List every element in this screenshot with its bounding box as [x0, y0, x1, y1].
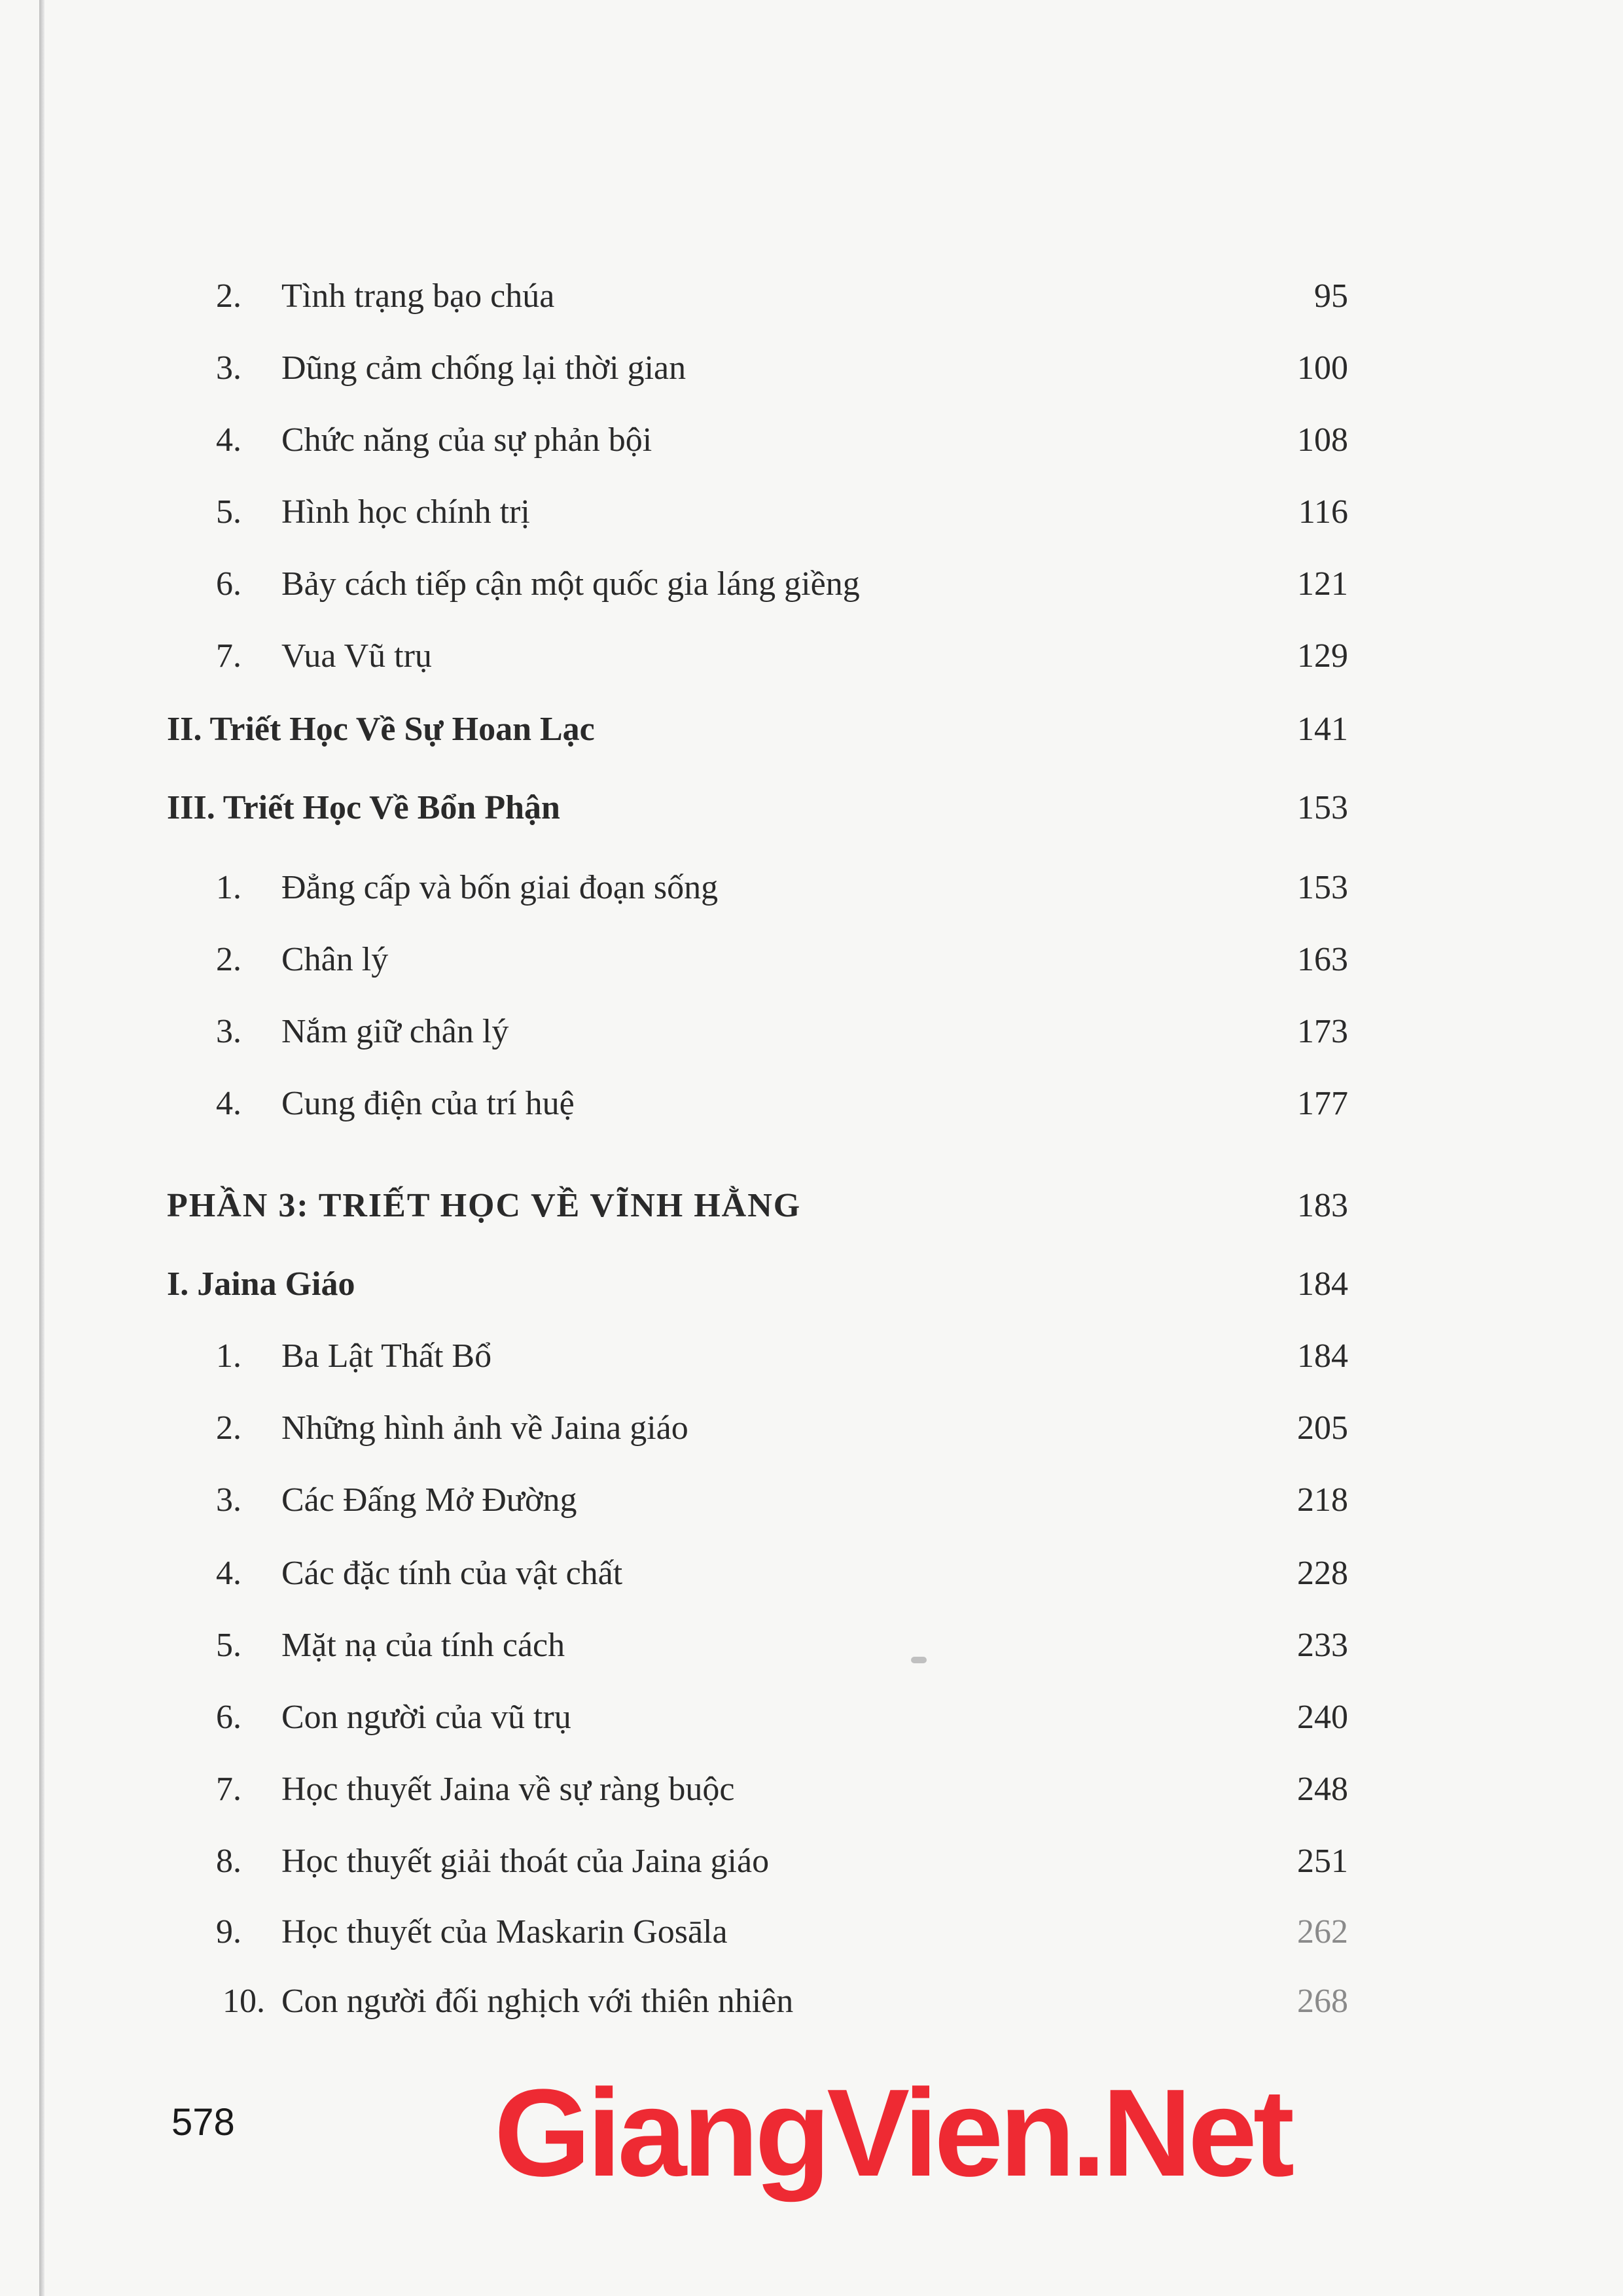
toc-entry-title: Mặt nạ của tính cách	[281, 1627, 565, 1664]
toc-entry-page: 121	[1297, 565, 1348, 603]
toc-section-page: 141	[1297, 711, 1348, 748]
toc-entry-page: 251	[1297, 1843, 1348, 1880]
toc-section-title: II. Triết Học Về Sự Hoan Lạc	[167, 711, 595, 748]
toc-entry-page: 177	[1297, 1085, 1348, 1122]
watermark-logo: GiangVien.Net	[494, 2064, 1291, 2202]
toc-entry-page: 95	[1314, 277, 1348, 315]
toc-entry-title: Đẳng cấp và bốn giai đoạn sống	[281, 869, 719, 906]
toc-entry-number: 2.	[216, 277, 241, 315]
toc-entry-number: 5.	[216, 493, 241, 531]
toc-entry-title: Ba Lật Thất Bổ	[281, 1337, 492, 1375]
toc-entry-number: 8.	[216, 1843, 241, 1880]
toc-entry	[0, 1320, 1623, 1392]
toc-entry	[0, 1896, 1623, 1968]
toc-entry-number: 2.	[216, 1409, 241, 1447]
toc-entry-number: 4.	[216, 421, 241, 459]
toc-entry-number: 5.	[216, 1627, 241, 1664]
toc-entry-page: 116	[1298, 493, 1348, 531]
toc-entry-page: 163	[1297, 941, 1348, 978]
toc-entry-page: 184	[1297, 1337, 1348, 1375]
toc-entry-title: Vua Vũ trụ	[281, 637, 432, 675]
toc-entry-page: 100	[1297, 349, 1348, 387]
toc-entry-title: Nắm giữ chân lý	[281, 1013, 509, 1050]
toc-entry-number: 3.	[216, 1481, 241, 1519]
toc-entry-page: 268	[1297, 1983, 1348, 2020]
toc-entry	[0, 1826, 1623, 1898]
toc-entry	[0, 548, 1623, 620]
toc-entry	[0, 260, 1623, 332]
toc-entry	[0, 332, 1623, 404]
toc-entry-number: 6.	[216, 1699, 241, 1736]
toc-entry-page: 248	[1297, 1771, 1348, 1808]
toc-entry-number: 7.	[216, 637, 241, 675]
toc-entry	[0, 1392, 1623, 1464]
toc-entry-title: Học thuyết của Maskarin Gosāla	[281, 1913, 728, 1951]
toc-entry-page: 153	[1297, 869, 1348, 906]
toc-entry-title: Những hình ảnh về Jaina giáo	[281, 1409, 688, 1447]
scan-speck	[911, 1657, 927, 1663]
toc-entry-title: Con người của vũ trụ	[281, 1699, 571, 1736]
toc-entry	[0, 852, 1623, 924]
toc-section-title: III. Triết Học Về Bổn Phận	[167, 789, 560, 826]
toc-entry-number: 1.	[216, 1337, 241, 1375]
toc-entry-title: Bảy cách tiếp cận một quốc gia láng giềng	[281, 565, 860, 603]
toc-part-title: PHẦN 3: TRIẾT HỌC VỀ VĨNH HẰNG	[167, 1187, 802, 1224]
toc-entry	[0, 1966, 1623, 2038]
toc-entry-page: 129	[1297, 637, 1348, 675]
toc-section-page: 153	[1297, 789, 1348, 826]
toc-entry	[0, 476, 1623, 548]
toc-entry	[0, 924, 1623, 996]
toc-entry-title: Các Đấng Mở Đường	[281, 1481, 577, 1519]
toc-entry-title: Cung điện của trí huệ	[281, 1085, 575, 1122]
toc-entry-page: 173	[1297, 1013, 1348, 1050]
toc-entry-number: 7.	[216, 1771, 241, 1808]
toc-entry-number: 10.	[223, 1983, 265, 2020]
toc-entry-number: 4.	[216, 1085, 241, 1122]
toc-entry-title: Dũng cảm chống lại thời gian	[281, 349, 687, 387]
toc-entry	[0, 1538, 1623, 1610]
toc-entry	[0, 1754, 1623, 1826]
toc-entry-number: 4.	[216, 1555, 241, 1592]
toc-entry-title: Học thuyết Jaina về sự ràng buộc	[281, 1771, 735, 1808]
toc-entry-page: 205	[1297, 1409, 1348, 1447]
toc-section-title: I. Jaina Giáo	[167, 1265, 355, 1303]
toc-entry-page: 108	[1297, 421, 1348, 459]
toc-section	[0, 772, 1623, 844]
toc-entry	[0, 1682, 1623, 1754]
toc-entry	[0, 1464, 1623, 1536]
toc-section-page: 184	[1297, 1265, 1348, 1303]
toc-entry-title: Hình học chính trị	[281, 493, 530, 531]
toc-entry-page: 262	[1297, 1913, 1348, 1951]
toc-part-page: 183	[1297, 1187, 1348, 1224]
toc-section	[0, 694, 1623, 766]
toc-entry-page: 240	[1297, 1699, 1348, 1736]
toc-entry-page: 218	[1297, 1481, 1348, 1519]
page-number: 578	[171, 2101, 235, 2144]
toc-entry-page: 233	[1297, 1627, 1348, 1664]
toc-entry	[0, 1610, 1623, 1682]
toc-entry-title: Con người đối nghịch với thiên nhiên	[281, 1983, 794, 2020]
toc-entry-title: Chức năng của sự phản bội	[281, 421, 652, 459]
toc-entry-title: Các đặc tính của vật chất	[281, 1555, 623, 1592]
toc-entry	[0, 1068, 1623, 1140]
toc-entry-number: 3.	[216, 1013, 241, 1050]
toc-part-heading	[0, 1170, 1623, 1242]
toc-entry-page: 228	[1297, 1555, 1348, 1592]
toc-entry-number: 9.	[216, 1913, 241, 1951]
toc-entry-number: 3.	[216, 349, 241, 387]
toc-entry-title: Học thuyết giải thoát của Jaina giáo	[281, 1843, 770, 1880]
toc-entry-number: 1.	[216, 869, 241, 906]
toc-entry-number: 2.	[216, 941, 241, 978]
toc-entry	[0, 996, 1623, 1068]
toc-entry-number: 6.	[216, 565, 241, 603]
toc-entry-title: Tình trạng bạo chúa	[281, 277, 555, 315]
toc-section	[0, 1248, 1623, 1320]
toc-entry-title: Chân lý	[281, 941, 389, 978]
toc-entry	[0, 404, 1623, 476]
toc-entry	[0, 620, 1623, 692]
